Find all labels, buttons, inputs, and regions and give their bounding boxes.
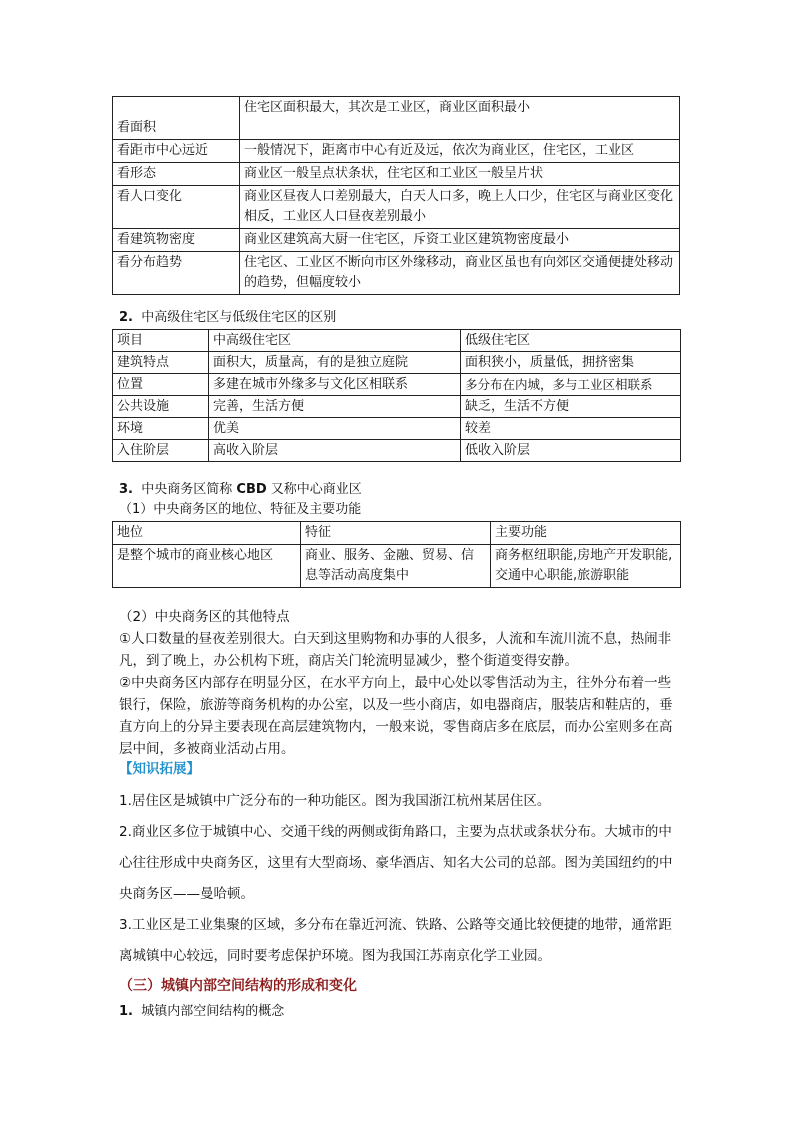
table-cell: 看距市中心远近 [113,140,240,163]
table-cell: 公共设施 [113,396,209,418]
table-cell: 缺乏，生活不方便 [461,396,681,418]
table-cell: 优美 [209,418,461,440]
table-cell: 高收入阶层 [209,440,461,462]
table-cell: 商务枢纽职能,房地产开发职能,交通中心职能,旅游职能 [491,545,681,588]
table-row [113,396,681,418]
table-cell: 低收入阶层 [461,440,681,462]
table-cell: 是整个城市的商业核心地区 [113,545,301,588]
table-cell: 看分布趋势 [113,252,240,295]
functional-zone-comparison-table [112,96,680,295]
table-cell: 面积大，质量高，有的是独立庭院 [209,352,461,374]
table-cell: 住宅区、工业区不断向市区外缘移动，商业区虽也有向郊区交通便捷处移动的趋势，但幅度较小 [240,252,680,295]
table-row [113,97,680,140]
table-row [113,186,680,229]
table-header-row [113,330,681,352]
table-row [113,252,680,295]
item-number: 1. [119,1004,133,1019]
section-heading-3 [119,480,362,500]
paragraph-point-1: ①人口数量的昼夜差别很大。白天到这里购物和办事的人很多，人流和车流川流不息，热闹非凡，到了晚上，办公机构下班，商店关门轮流明显减少，整个街道变得安静。 [119,631,672,669]
extension-item-1: 1.居住区是城镇中广泛分布的一种功能区。图为我国浙江杭州某居住区。 [119,793,551,809]
table-cell: 商业区建筑高大厨一住宅区，斥资工业区建筑物密度最小 [240,229,680,252]
table-cell: 一般情况下，距离市中心有近及远，依次为商业区，住宅区，工业区 [240,140,680,163]
table-cell: 环境 [113,418,209,440]
cbd-abbreviation: CBD [236,482,267,497]
column-header: 特征 [301,522,491,545]
table-row [113,352,681,374]
table-row [113,440,681,462]
table-cell: 多分布在内城，多与工业区相联系 [461,374,681,396]
section-title-part: 中央商务区简称 [141,482,233,497]
item-title: 城镇内部空间结构的概念 [141,1004,285,1019]
part-heading: （三）城镇内部空间结构的形成和变化 [119,978,357,994]
table-cell: 商业区昼夜人口差别最大，白天人口多，晚上人口少，住宅区与商业区变化相反，工业区人口昼夜差别最小 [240,186,680,229]
column-header: 主要功能 [491,522,681,545]
table-cell: 建筑特点 [113,352,209,374]
table-cell: 较差 [461,418,681,440]
table-cell: 完善，生活方便 [209,396,461,418]
table-cell: 商业区一般呈点状条状，住宅区和工业区一般呈片状 [240,163,680,186]
part-item-heading [119,1002,284,1022]
table-cell: 住宅区面积最大，其次是工业区，商业区面积最小 [240,97,680,140]
table-cell: 多建在城市外缘多与文化区相联系 [209,374,461,396]
table-cell: 面积狭小，质量低，拥挤密集 [461,352,681,374]
section-title-part: 又称中心商业区 [270,482,362,497]
subsection-heading-1: （1）中央商务区的地位、特征及主要功能 [119,502,362,517]
section-number: 2. [119,310,133,325]
table-row [113,163,680,186]
subsection-heading-2: （2）中央商务区的其他特点 [119,609,290,625]
table-row [113,229,680,252]
cbd-function-table [112,521,681,588]
section-heading-2 [119,308,336,328]
table-cell: 位置 [113,374,209,396]
paragraph-point-2: ②中央商务区内部存在明显分区，在水平方向上，最中心处以零售活动为主，往外分布着一些银行，保险，旅游等商务机构的办公室，以及一些小商店，如电器商店，服装店和鞋店的，垂直方向上的分异主要表现在高层建筑物内，一般来说，零售商店多在底层，而办公室则多在高层中间，多被商业活动占用。 [119,675,673,757]
table-cell: 看形态 [113,163,240,186]
table-row [113,374,681,396]
table-row [113,545,681,588]
table-cell: 看建筑物密度 [113,229,240,252]
table-header-row [113,522,681,545]
table-row [113,140,680,163]
section-number: 3. [119,482,133,497]
column-header: 中高级住宅区 [209,330,461,352]
extension-item-3: 3.工业区是工业集聚的区域，多分布在靠近河流、铁路、公路等交通比较便捷的地带，通常距离城镇中心较远，同时要考虑保护环境。图为我国江苏南京化学工业园。 [119,917,672,964]
table-row [113,418,681,440]
knowledge-extension-heading: 【知识拓展】 [119,761,200,777]
table-cell: 看面积 [113,97,240,140]
column-header: 项目 [113,330,209,352]
section-title: 中高级住宅区与低级住宅区的区别 [141,310,337,325]
extension-item-2: 2.商业区多位于城镇中心、交通干线的两侧或街角路口，主要为点状或条状分布。大城市的中心往往形成中央商务区，这里有大型商场、豪华酒店、知名大公司的总部。图为美国纽约的中央商务区——曼哈顿。 [119,824,673,902]
column-header: 地位 [113,522,301,545]
table-cell: 看人口变化 [113,186,240,229]
residential-comparison-table [112,329,681,462]
table-cell: 入住阶层 [113,440,209,462]
table-cell: 商业、服务、金融、贸易、信息等活动高度集中 [301,545,491,588]
column-header: 低级住宅区 [461,330,681,352]
